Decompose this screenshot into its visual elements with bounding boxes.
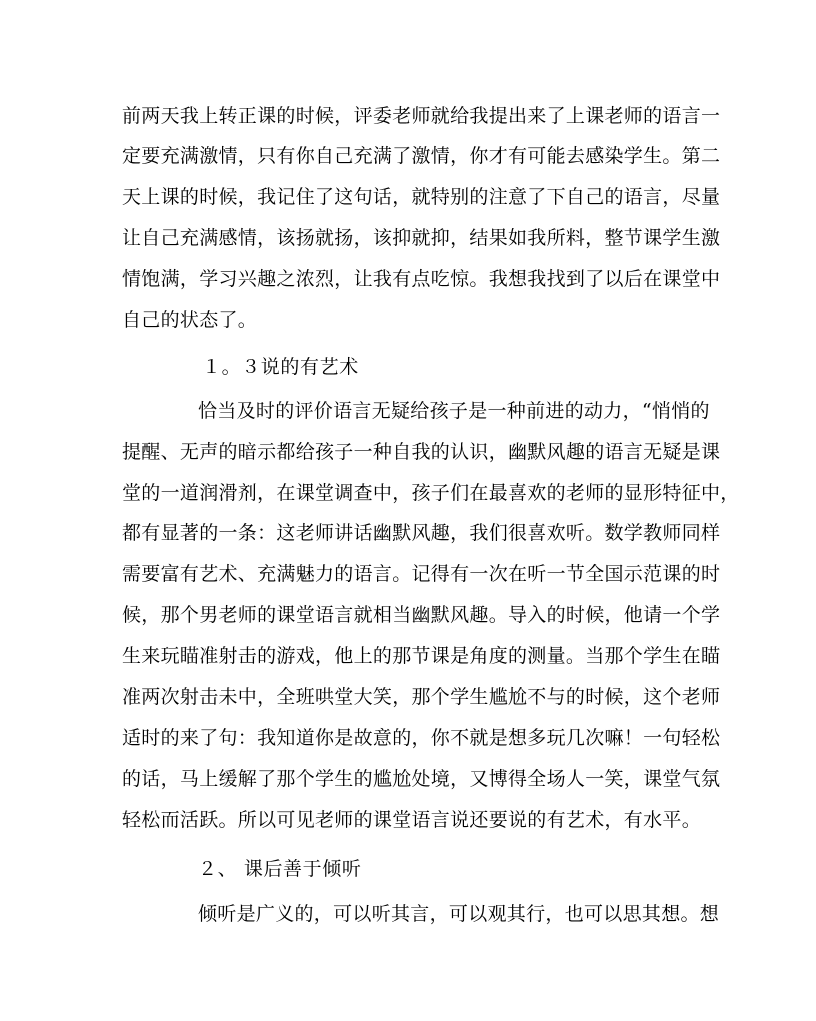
section-heading-1-3: １。３说的有艺术 <box>202 356 359 378</box>
paragraph-3-line-1: 倾听是广义的，可以听其言，可以观其行，也可以思其想。想 <box>198 903 720 925</box>
paragraph-2-line-10: 的话，马上缓解了那个学生的尴尬处境，又博得全场人一笑，课堂气氛 <box>122 768 721 790</box>
section-heading-2: ２、 课后善于倾听 <box>198 858 362 880</box>
paragraph-1-line-6: 自己的状态了。 <box>122 309 258 331</box>
paragraph-2-line-5: 需要富有艺术、充满魅力的语言。记得有一次在听一节全国示范课的时 <box>122 563 721 585</box>
paragraph-1-line-2: 定要充满激情，只有你自己充满了激情，你才有可能去感染学生。第二 <box>122 145 721 167</box>
paragraph-1-line-3: 天上课的时候，我记住了这句话，就特别的注意了下自己的语言，尽量 <box>122 186 721 208</box>
paragraph-2-line-2: 提醒、无声的暗示都给孩子一种自我的认识，幽默风趣的语言无疑是课 <box>122 441 721 463</box>
paragraph-2-line-1: 恰当及时的评价语言无疑给孩子是一种前进的动力，“悄悄的 <box>198 400 710 422</box>
paragraph-1-line-4: 让自己充满感情，该扬就扬，该抑就抑，结果如我所料，整节课学生激 <box>122 227 721 249</box>
paragraph-1-line-1: 前两天我上转正课的时候，评委老师就给我提出来了上课老师的语言一 <box>122 105 721 127</box>
paragraph-2-line-4: 都有显著的一条：这老师讲话幽默风趣，我们很喜欢听。数学教师同样 <box>122 522 721 544</box>
paragraph-2-line-3: 堂的一道润滑剂，在课堂调查中，孩子们在最喜欢的老师的显形特征中， <box>122 482 740 504</box>
paragraph-2-line-9: 适时的来了句：我知道你是故意的，你不就是想多玩几次嘛！一句轻松 <box>122 727 721 749</box>
paragraph-2-line-8: 准两次射击未中，全班哄堂大笑，那个学生尴尬不与的时候，这个老师 <box>122 686 721 708</box>
paragraph-2-line-7: 生来玩瞄准射击的游戏，他上的那节课是角度的测量。当那个学生在瞄 <box>122 645 721 667</box>
paragraph-1-line-5: 情饱满，学习兴趣之浓烈，让我有点吃惊。我想我找到了以后在课堂中 <box>122 268 721 290</box>
paragraph-2-line-11: 轻松而活跃。所以可见老师的课堂语言说还要说的有艺术，有水平。 <box>122 809 702 831</box>
paragraph-2-line-6: 候，那个男老师的课堂语言就相当幽默风趣。导入的时候，他请一个学 <box>122 604 721 626</box>
